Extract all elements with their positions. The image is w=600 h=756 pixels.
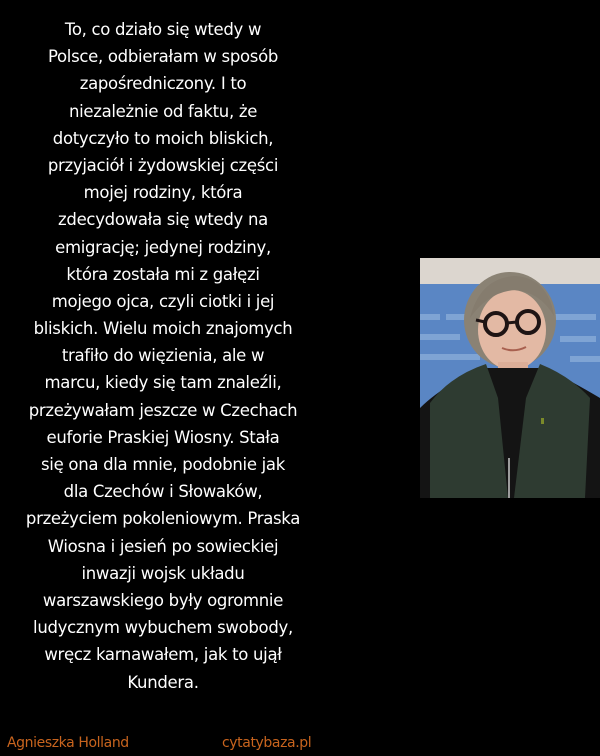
author-name[interactable]: Agnieszka Holland [7, 735, 129, 751]
quote-line: To, co działo się wtedy w [64, 20, 262, 39]
quote-line: przeżywałam jeszcze w Czechach [28, 400, 298, 420]
quote-line: mojej rodziny, która [83, 183, 243, 203]
quote-line: niezależnie od faktu, że [68, 101, 258, 121]
quote-line: wręcz karnawałem, jak to ujął [44, 645, 282, 665]
quote-line: dotyczyło to moich bliskich, [52, 128, 274, 148]
quote-line: euforie Praskiej Wiosny. Stała [46, 427, 280, 447]
site-link[interactable]: cytatybaza.pl [222, 735, 312, 751]
quote-line: się ona dla mnie, podobnie jak [41, 455, 285, 474]
quote-line: zdecydowała się wtedy na [58, 210, 268, 230]
quote-line: przyjaciół i żydowskiej części [47, 155, 279, 175]
author-portrait [420, 258, 600, 498]
quote-line: mojego ojca, czyli ciotki i jej [51, 291, 275, 311]
quote-line: inwazji wojsk układu [81, 563, 245, 583]
quote-text [10, 16, 316, 696]
quote-line: przeżyciem pokoleniowym. Praska [25, 509, 301, 529]
quote-line: bliskich. Wielu moich znajomych [33, 319, 293, 339]
quote-line: trafiło do więzienia, ale w [61, 346, 265, 366]
quote-line: dla Czechów i Słowaków, [63, 482, 263, 502]
quote-line: która została mi z gałęzi [66, 264, 260, 284]
quote-line: Polsce, odbierałam w sposób [47, 47, 279, 67]
quote-line: marcu, kiedy się tam znaleźli, [44, 373, 282, 393]
quote-line: Wiosna i jesień po sowieckiej [47, 536, 279, 556]
quote-line: ludycznym wybuchem swobody, [33, 618, 293, 638]
quote-line: warszawskiego były ogromnie [42, 590, 284, 610]
quote-line: emigrację; jedynej rodziny, [55, 237, 271, 257]
quote-line: zapośredniczony. I to [79, 74, 247, 94]
portrait-illustration [420, 258, 600, 498]
quote-line: Kundera. [127, 672, 199, 692]
